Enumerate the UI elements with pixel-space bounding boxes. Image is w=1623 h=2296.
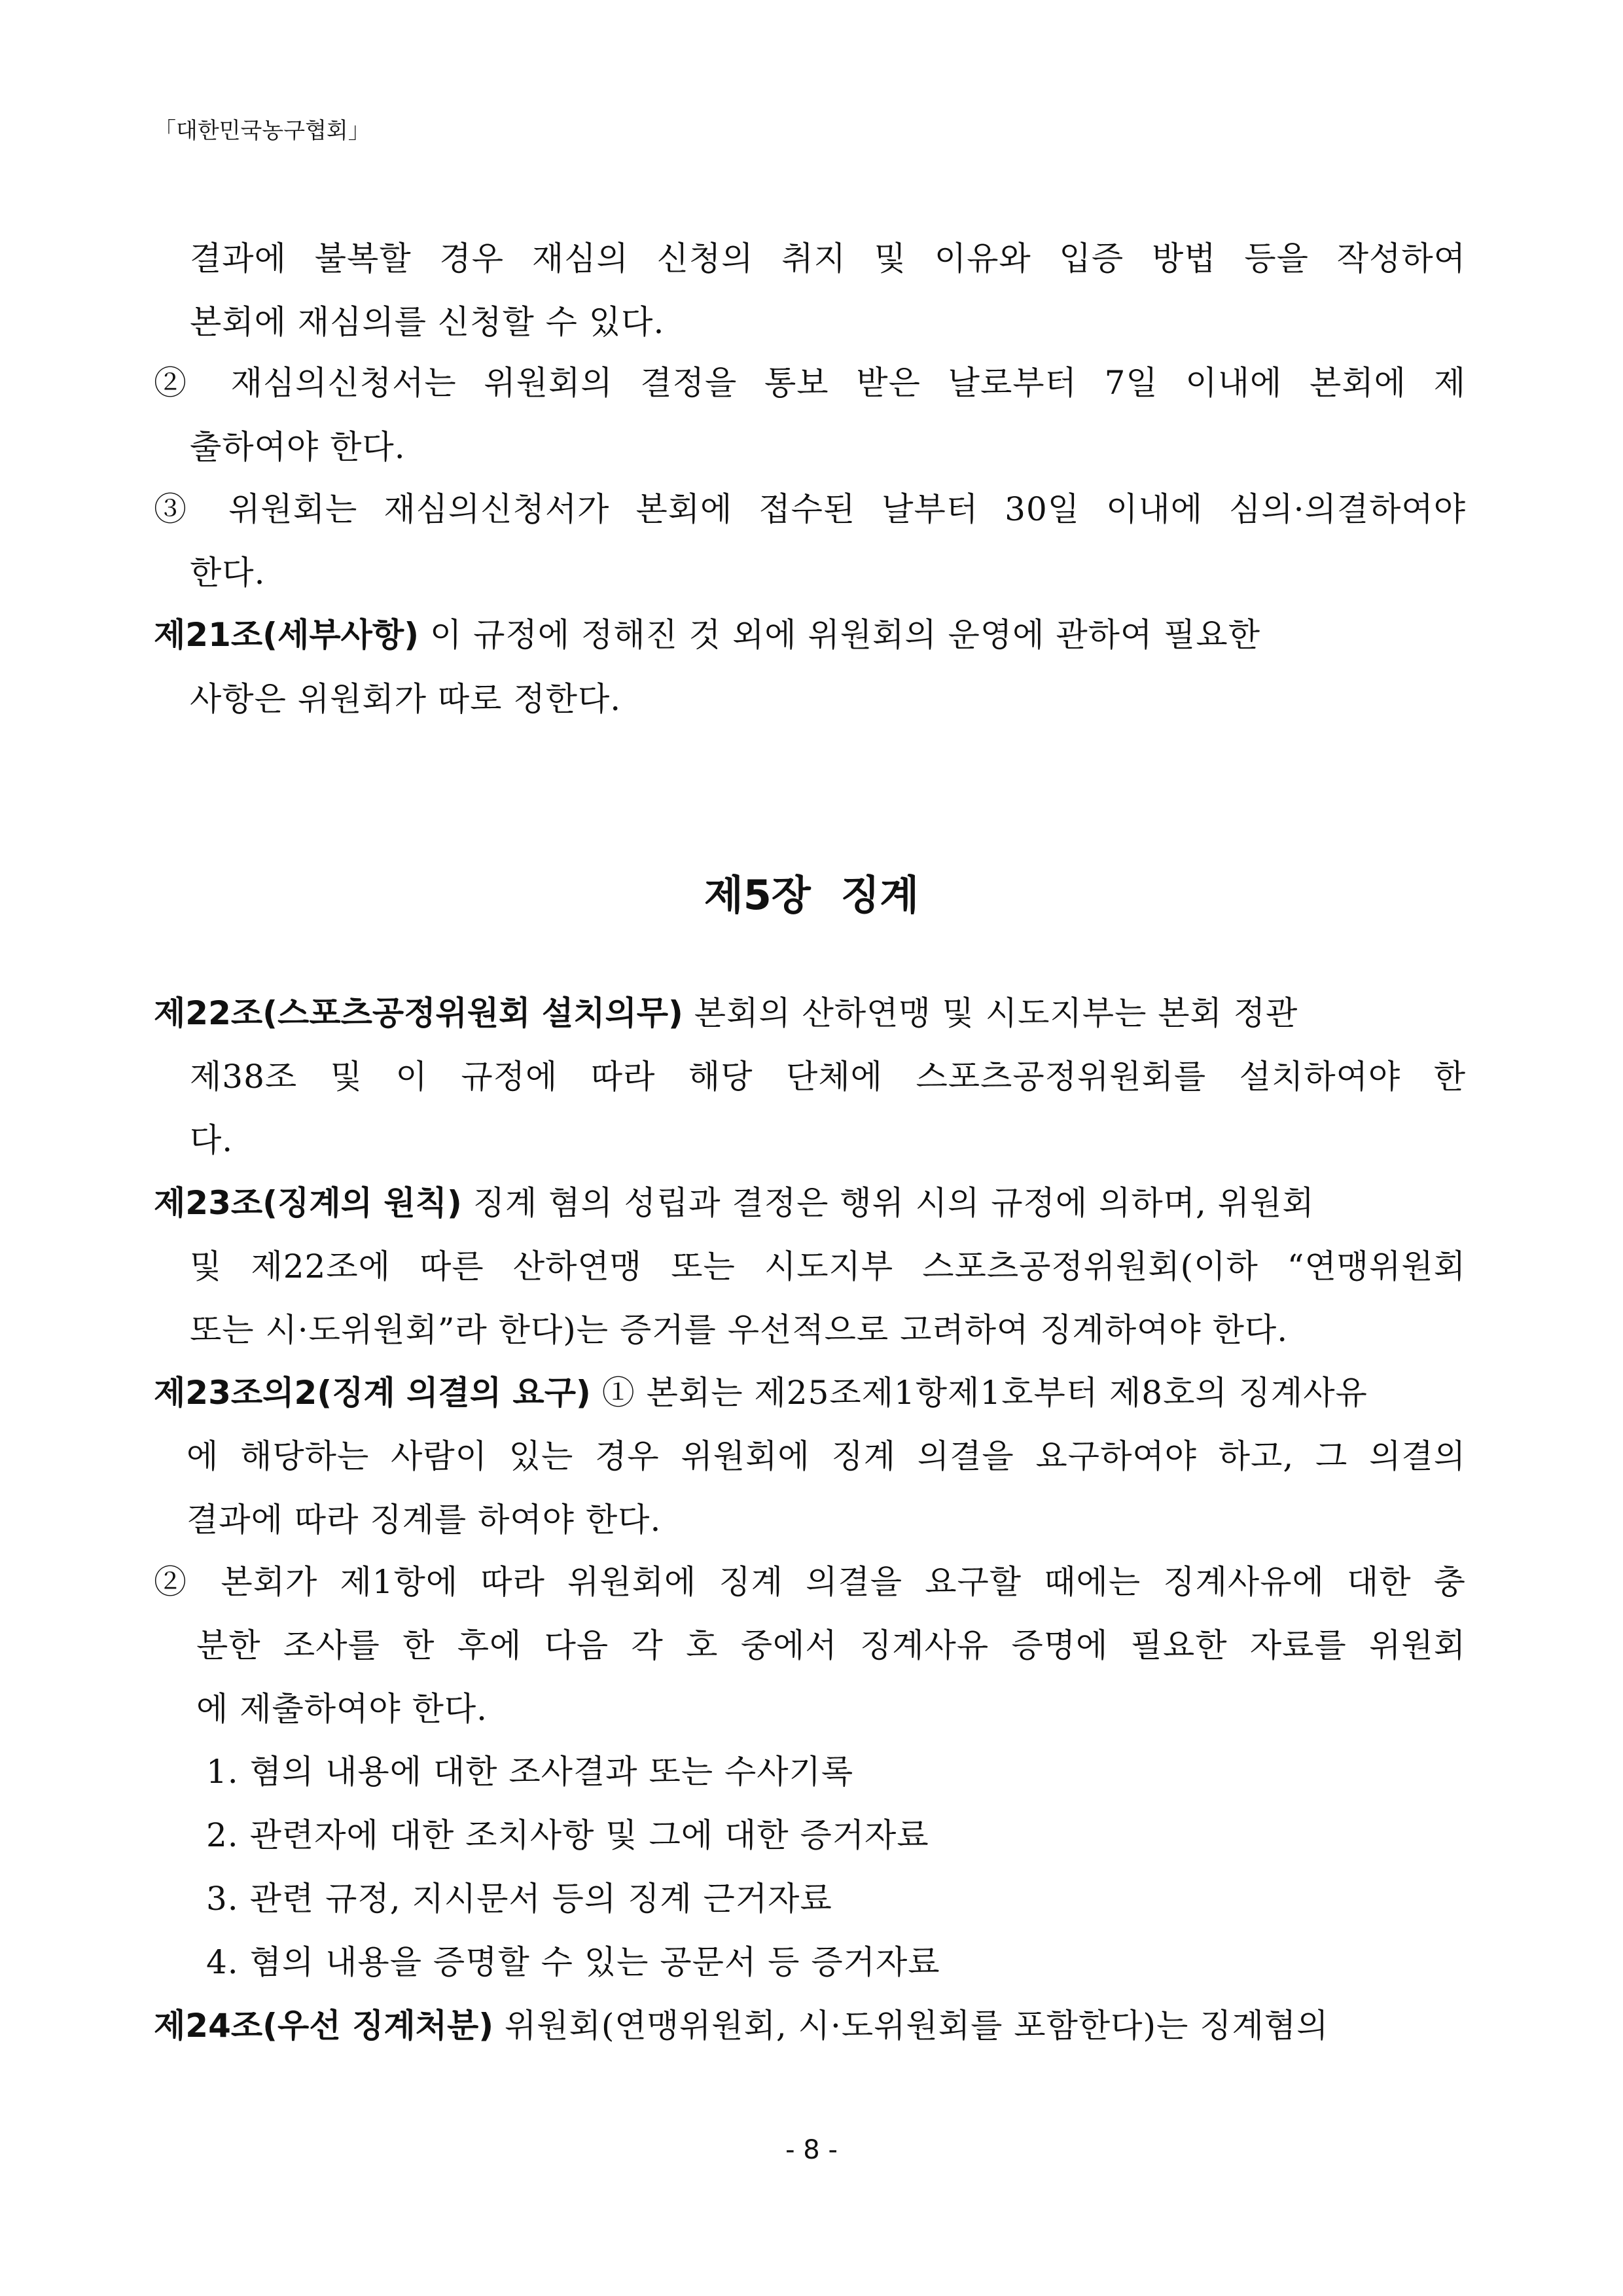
list-item: 4. 혐의 내용을 증명할 수 있는 공문서 등 증거자료 — [206, 1943, 940, 1981]
text-line: 제38조 및 이 규정에 따라 해당 단체에 스포츠공정위원회를 설치하여야 한 — [190, 1058, 1466, 1096]
text-line: 에 제출하여야 한다. — [196, 1690, 488, 1728]
article-text: 위원회(연맹위원회, 시·도위원회를 포함한다)는 징계혐의 — [493, 2007, 1329, 2045]
article-text: 징계 혐의 성립과 결정은 행위 시의 규정에 의하며, 위원회 — [461, 1184, 1315, 1222]
list-item: 2. 관련자에 대한 조치사항 및 그에 대한 증거자료 — [206, 1816, 929, 1854]
clause-3: ③ 위원회는 재심의신청서가 본회에 접수된 날부터 30일 이내에 심의·의결하여야 — [154, 490, 1466, 528]
text-line: 또는 시·도위원회”라 한다)는 증거를 우선적으로 고려하여 징계하여야 한다. — [190, 1311, 1289, 1349]
article-title: 제23조(징계의 원칙) — [154, 1184, 462, 1222]
text-line: 출하여야 한다. — [190, 428, 406, 466]
article-21 — [154, 609, 1466, 656]
text-line: 및 제22조에 따른 산하연맹 또는 시도지부 스포츠공정위원회(이하 “연맹위원회 — [190, 1247, 1466, 1285]
list-item: 1. 혐의 내용에 대한 조사결과 또는 수사기록 — [206, 1753, 854, 1791]
text-line: 한다. — [190, 554, 266, 592]
article-23-2 — [154, 1367, 1368, 1414]
chapter-heading: 제5장 징계 — [704, 871, 919, 919]
text-line: 분한 조사를 한 후에 다음 각 호 중에서 징계사유 증명에 필요한 자료를 위원회 — [196, 1626, 1466, 1664]
article-text: 본회의 산하연맹 및 시도지부는 본회 정관 — [683, 994, 1298, 1032]
article-22 — [154, 987, 1298, 1034]
article-23 — [154, 1177, 1315, 1224]
text-line: 결과에 불복할 경우 재심의 신청의 취지 및 이유와 입증 방법 등을 작성하여 — [190, 240, 1466, 278]
clause-2: ② 재심의신청서는 위원회의 결정을 통보 받은 날로부터 7일 이내에 본회에 제 — [154, 364, 1466, 402]
article-title: 제21조(세부사항) — [154, 616, 419, 654]
text-line: 본회에 재심의를 신청할 수 있다. — [190, 303, 665, 341]
clause-2: ② 본회가 제1항에 따라 위원회에 징계 의결을 요구할 때에는 징계사유에 대한 충 — [154, 1563, 1466, 1601]
article-text: 이 규정에 정해진 것 외에 위원회의 운영에 관하여 필요한 — [419, 616, 1261, 654]
text-line: 결과에 따라 징계를 하여야 한다. — [187, 1501, 662, 1539]
list-item: 3. 관련 규정, 지시문서 등의 징계 근거자료 — [206, 1880, 832, 1918]
page-number: - 8 - — [785, 2135, 838, 2165]
running-header: 「대한민국농구협회」 — [154, 118, 370, 144]
article-24 — [154, 2000, 1329, 2047]
text-line: 에 해당하는 사람이 있는 경우 위원회에 징계 의결을 요구하여야 하고, 그 의결의 — [187, 1437, 1466, 1475]
article-text: ① 본회는 제25조제1항제1호부터 제8호의 징계사유 — [590, 1374, 1368, 1412]
article-title: 제23조의2(징계 의결의 요구) — [154, 1374, 591, 1412]
text-line: 사항은 위원회가 따로 정한다. — [190, 680, 622, 718]
text-line: 다. — [190, 1121, 234, 1159]
article-title: 제24조(우선 징계처분) — [154, 2007, 494, 2045]
article-title: 제22조(스포츠공정위원회 설치의무) — [154, 994, 683, 1032]
